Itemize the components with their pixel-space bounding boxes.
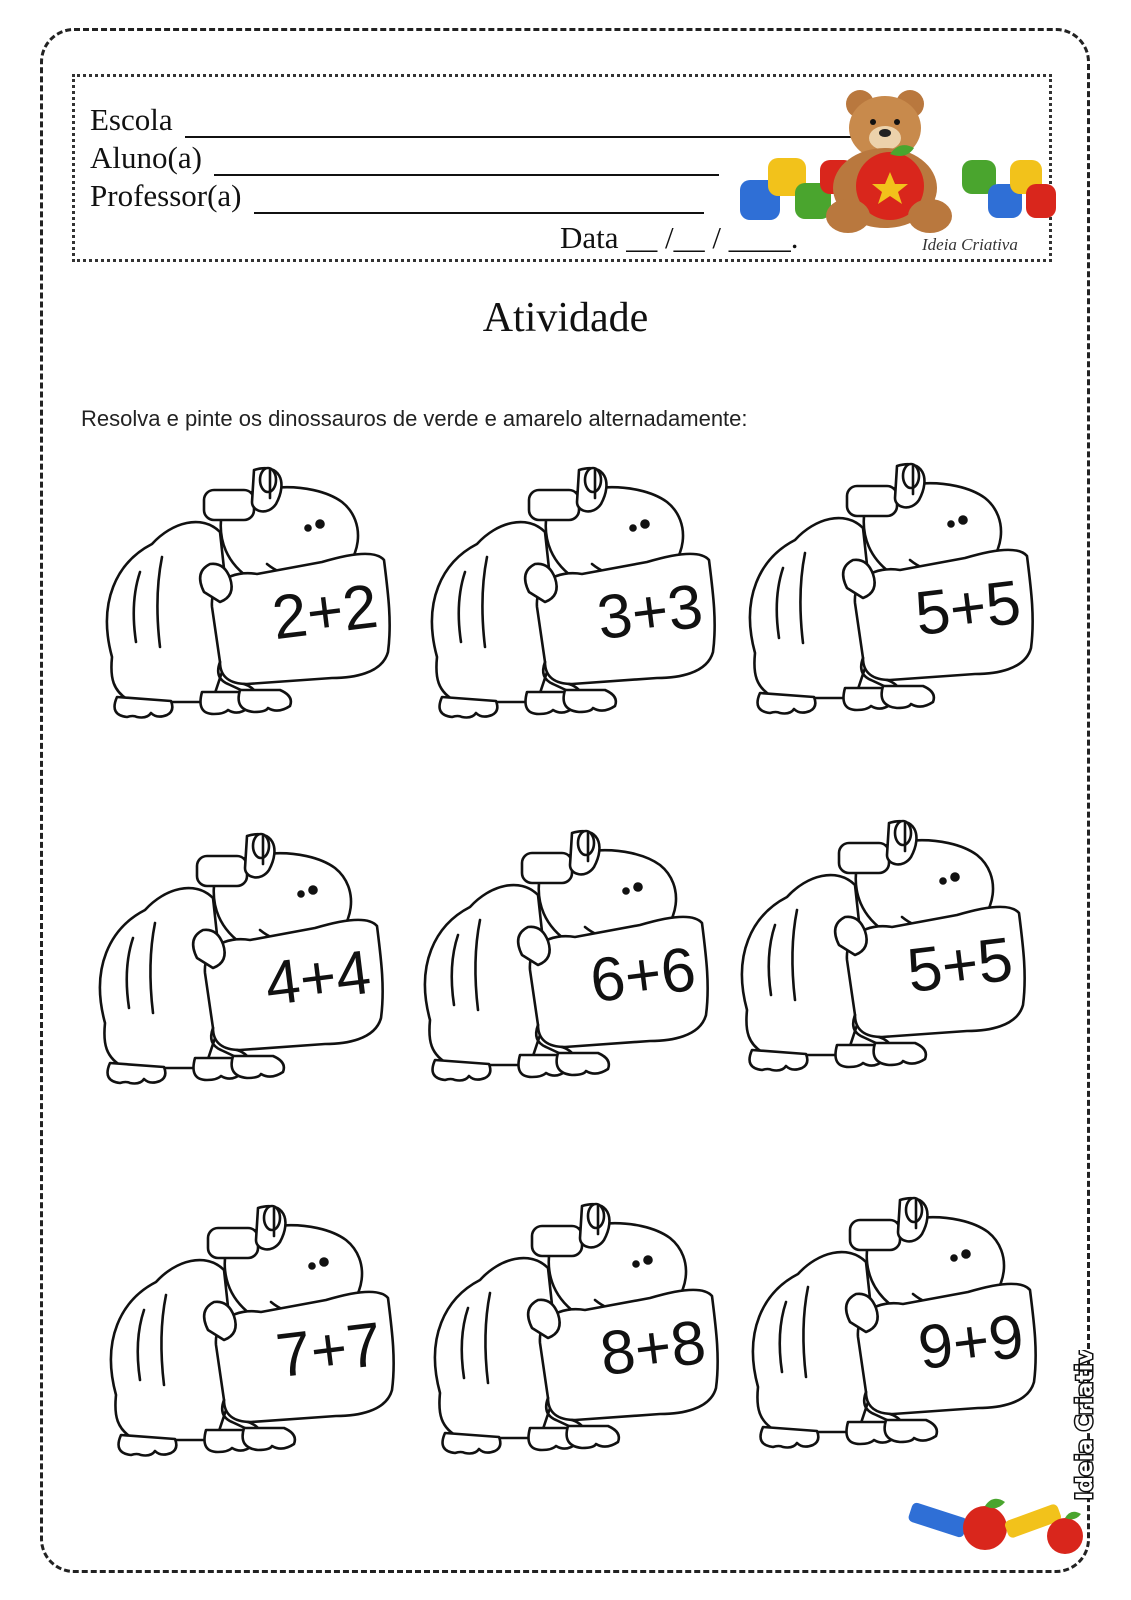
dinosaur-card[interactable] <box>417 452 737 742</box>
date-label: Data <box>560 220 619 255</box>
problem-expression: 7+7 <box>272 1309 386 1392</box>
problem-expression: 6+6 <box>586 934 700 1017</box>
teacher-label: Professor(a) <box>90 178 242 213</box>
problem-expression: 4+4 <box>261 937 375 1020</box>
teacher-field <box>90 178 704 214</box>
side-brand-text: Ideia Criativa <box>1073 1350 1098 1500</box>
dinosaur-card[interactable] <box>727 805 1047 1095</box>
dinosaur-card[interactable] <box>410 815 730 1105</box>
school-label: Escola <box>90 102 173 137</box>
teacher-line[interactable] <box>254 186 704 214</box>
dinosaur-card[interactable] <box>420 1188 740 1478</box>
dinosaur-card[interactable] <box>92 452 412 742</box>
crayons-apples-decoration <box>905 1490 1095 1560</box>
teddy-bear-mascot <box>740 88 1060 238</box>
side-brand-logo <box>1066 1350 1100 1500</box>
student-line[interactable] <box>214 148 719 176</box>
problem-expression: 3+3 <box>593 571 707 654</box>
student-field <box>90 140 719 176</box>
dinosaur-card[interactable] <box>85 818 405 1108</box>
problem-expression: 2+2 <box>268 571 382 654</box>
date-blanks[interactable]: __ /__ / ____. <box>626 220 799 255</box>
brand-logo-small: Ideia Criativa <box>922 235 1018 254</box>
problem-expression: 5+5 <box>911 567 1025 650</box>
problem-expression: 5+5 <box>903 924 1017 1007</box>
dinosaur-card[interactable] <box>96 1190 416 1480</box>
dinosaur-card[interactable] <box>735 448 1055 738</box>
page-title: Atividade <box>482 295 649 341</box>
problem-expression: 9+9 <box>914 1301 1028 1384</box>
problem-expression: 8+8 <box>596 1307 710 1390</box>
instruction-text: Resolva e pinte os dinossauros de verde e amarelo alternadamente: <box>81 406 748 431</box>
student-label: Aluno(a) <box>90 140 202 175</box>
dinosaur-card[interactable] <box>738 1182 1058 1472</box>
